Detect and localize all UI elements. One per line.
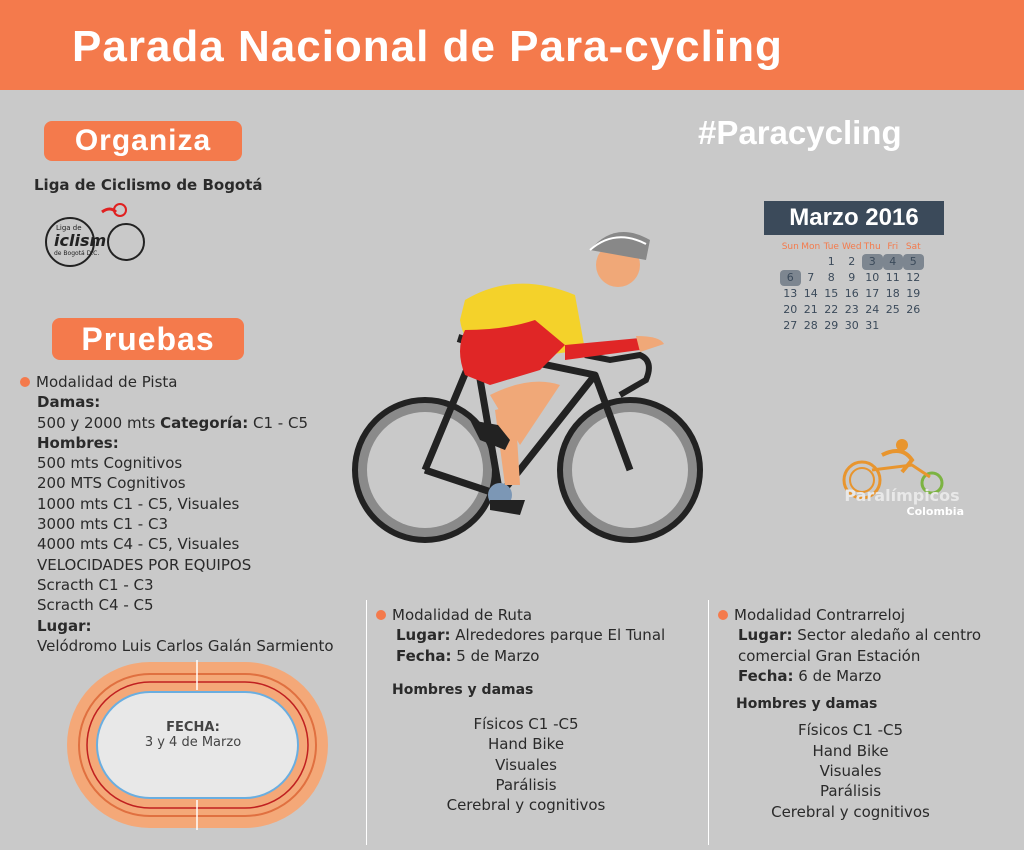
damas-line: 500 y 2000 mts Categoría: C1 - C5 — [37, 413, 309, 432]
calendar-day: 8 — [827, 271, 835, 284]
calendar-day: 28 — [803, 319, 818, 332]
list-item: 200 MTS Cognitivos — [37, 474, 186, 493]
calendar-day: 23 — [844, 303, 859, 316]
contrarreloj-section: Modalidad Contrarreloj Lugar: Sector aledaño al centro comercial Gran Estación Fecha: 6 de Marzo Hombres y damas Físicos C1 -C5 Hand Bike Visuales Parálisis Cerebral y cognitivos — [718, 605, 1018, 822]
ruta-categories — [376, 714, 676, 815]
track-fecha: FECHA: 3 y 4 de Marzo — [144, 720, 242, 750]
calendar-day: 12 — [906, 271, 921, 284]
svg-text:Liga de: Liga de — [56, 224, 82, 232]
paralimpicos-name: Paralímpicos — [844, 486, 960, 505]
calendar-day: 14 — [803, 287, 818, 300]
list-item: Scracth C1 - C3 — [37, 575, 154, 594]
cyclist-illustration — [340, 220, 720, 550]
calendar-days — [780, 254, 930, 334]
list-item: 500 mts Cognitivos — [37, 454, 183, 473]
liga-ciclismo-logo — [40, 200, 150, 270]
calendar-day: 15 — [824, 287, 839, 300]
paralimpicos-country: Colombia — [906, 505, 964, 518]
calendar-day: 13 — [783, 287, 798, 300]
calendar-day: 16 — [844, 287, 859, 300]
list-item: Scracth C4 - C5 — [37, 596, 154, 615]
list-item: Visuales — [495, 755, 557, 774]
svg-text:iclism: iclism — [54, 231, 107, 250]
calendar-day: 11 — [885, 271, 900, 284]
calendar-day: 20 — [783, 303, 798, 316]
hashtag: #Paracycling — [698, 114, 902, 151]
calendar-weekday: Sat — [905, 242, 921, 252]
calendar-day: 4 — [883, 254, 904, 270]
calendar-day: 5 — [903, 254, 924, 270]
contrarreloj-subhead: Hombres y damas — [736, 696, 878, 713]
calendar-day: 3 — [862, 254, 883, 270]
bullet-icon — [718, 610, 728, 620]
calendar-day: 18 — [885, 287, 900, 300]
pruebas-tag: Pruebas — [52, 318, 244, 360]
calendar-weekdays — [780, 242, 930, 252]
bullet-icon — [20, 377, 30, 387]
list-item: Físicos C1 -C5 — [473, 715, 579, 734]
list-item: Físicos C1 -C5 — [798, 721, 903, 740]
calendar-day: 9 — [848, 271, 856, 284]
calendar — [780, 242, 930, 334]
list-item: Hand Bike — [487, 735, 565, 754]
organiza-tag: Organiza — [44, 121, 242, 161]
calendar-weekday: Fri — [887, 242, 899, 252]
calendar-day: 1 — [827, 255, 835, 268]
calendar-day: 29 — [824, 319, 839, 332]
calendar-day: 17 — [865, 287, 880, 300]
list-item: Cerebral y cognitivos — [771, 802, 930, 821]
list-item: 3000 mts C1 - C3 — [37, 515, 169, 534]
calendar-day: 27 — [783, 319, 798, 332]
calendar-day: 22 — [824, 303, 839, 316]
hombres-list — [37, 453, 334, 615]
list-item: Hand Bike — [812, 741, 889, 760]
bullet-icon — [376, 610, 386, 620]
calendar-day: 19 — [906, 287, 921, 300]
contrarreloj-title: Modalidad Contrarreloj — [734, 606, 906, 624]
calendar-day: 7 — [807, 271, 815, 284]
divider — [708, 600, 709, 845]
calendar-weekday: Sun — [781, 242, 799, 252]
calendar-day: 31 — [865, 319, 880, 332]
contrarreloj-categories — [718, 720, 983, 821]
calendar-weekday: Tue — [823, 242, 839, 252]
svg-text:de Bogotá D.C.: de Bogotá D.C. — [54, 250, 100, 257]
calendar-weekday: Thu — [863, 242, 881, 252]
calendar-day: 10 — [865, 271, 880, 284]
calendar-weekday: Wed — [841, 242, 862, 252]
list-item: Parálisis — [819, 782, 882, 801]
calendar-month: Marzo 2016 — [764, 201, 944, 235]
calendar-day: 24 — [865, 303, 880, 316]
pista-section — [20, 372, 334, 656]
page-title: Parada Nacional de Para-cycling — [72, 22, 783, 71]
header-banner — [0, 0, 1024, 90]
hombres-label: Hombres: — [37, 433, 119, 452]
lugar-label: Lugar: — [37, 616, 92, 635]
calendar-day: 2 — [848, 255, 856, 268]
calendar-weekday: Mon — [801, 242, 821, 252]
calendar-day: 30 — [844, 319, 859, 332]
paralimpicos-logo-text — [832, 486, 972, 518]
list-item: 1000 mts C1 - C5, Visuales — [37, 494, 240, 513]
calendar-day: 21 — [803, 303, 818, 316]
list-item: VELOCIDADES POR EQUIPOS — [37, 555, 252, 574]
ruta-subhead: Hombres y damas — [392, 681, 534, 698]
organizer-name: Liga de Ciclismo de Bogotá — [34, 176, 263, 194]
ruta-title: Modalidad de Ruta — [392, 606, 533, 624]
damas-label: Damas: — [37, 393, 101, 412]
list-item: Parálisis — [495, 776, 557, 795]
calendar-day: 26 — [906, 303, 921, 316]
ruta-section: Modalidad de Ruta Lugar: Alrededores parque El Tunal Fecha: 5 de Marzo Hombres y damas Físicos C1 -C5 Hand Bike Visuales Parálisis Cerebral y cognitivos — [376, 605, 696, 816]
lugar-value: Velódromo Luis Carlos Galán Sarmiento — [37, 636, 334, 655]
pista-title: Modalidad de Pista — [36, 373, 178, 391]
calendar-day: 25 — [885, 303, 900, 316]
divider — [366, 600, 367, 845]
list-item: Cerebral y cognitivos — [446, 796, 606, 815]
list-item: 4000 mts C4 - C5, Visuales — [37, 535, 240, 554]
calendar-day: 6 — [780, 270, 801, 286]
list-item: Visuales — [819, 762, 882, 781]
